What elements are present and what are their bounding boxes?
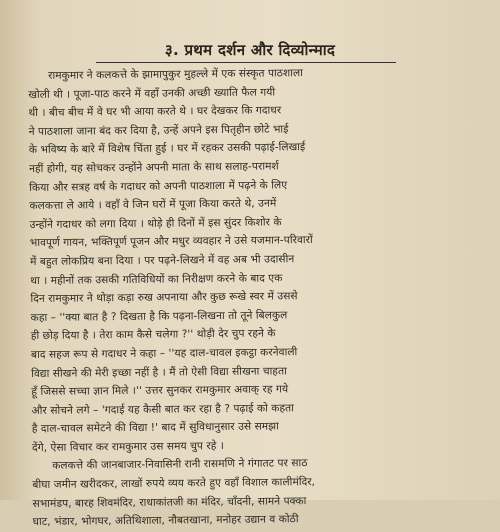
text-line: भावपूर्ण गायन, भक्तिपूर्ण पूजन और मधुर व्यवहार ने उसे यजमान-परिवारों <box>29 234 313 250</box>
text-line: के भविष्य के बारे में विशेष चिंता हुई । घर में रहकर उसकी पढ़ाई-लिखाई <box>28 141 306 157</box>
text-line: उन्होंने गदाधर को लगा दिया । थोड़े ही दिनों में इस सुंदर किशोर के <box>29 216 282 231</box>
text-line: बीघा जमीन खरीदकर, लाखों रुपये व्यय करते हुए वहाँ विशाल कालीमंदिर, <box>32 476 316 492</box>
text-line: कलकत्ता ले आये । वहाँ वे जिन घरों में पूजा किया करते थे, उनमें <box>29 197 277 213</box>
text-line: बाद सहज रूप से गदाधर ने कहा – ''यह दाल-चावल इकट्ठा करनेवाली <box>30 346 298 361</box>
paragraph-2 <box>32 453 485 532</box>
text-line: में बहुत लोकप्रिय बना दिया । पर पढ़ने-लिखने में वह अब भी उदासीन <box>29 253 295 268</box>
text-line: है दाल-चावल समेटने की विद्या !' बाद में सुविधानुसार उसे समझा <box>31 420 280 436</box>
text-line: कहा – ''क्या बात है ? दिखता है कि पढ़ना-लिखना तो तूने बिलकुल <box>30 309 288 324</box>
chapter-heading: ३. प्रथम दर्शन और दिव्योन्माद <box>164 41 336 59</box>
text-line: ने पाठशाला जाना बंद कर दिया है, उन्हें अपने इस पितृहीन छोटे भाई <box>28 123 289 138</box>
text-line: रामकुमार ने कलकत्ते के झामापुकुर मुहल्ले में एक संस्कृत पाठशाला <box>48 67 304 82</box>
text-line: विद्या सीखने की मेरी इच्छा नहीं है । मैं तो ऐसी विद्या सीखना चाहता <box>31 364 287 380</box>
paragraph-1 <box>28 62 484 457</box>
text-line: सभामंडप, बारह शिवमंदिर, राधाकांतजी का मंदिर, चाँदनी, सामने पक्का <box>32 494 307 510</box>
text-line: खोली थी । पूजा-पाठ करने में वहाँ उनकी अच्छी ख्याति फैल गयी <box>28 86 276 101</box>
text-line: घाट, भंडार, भोगघर, अतिथिशाला, नौबतखाना, मनोहर उद्यान व कोठी <box>32 513 299 529</box>
page-body <box>28 62 485 532</box>
text-line: किया और सत्रह वर्ष के गदाधर को अपनी पाठशाला में पढ़ने के लिए <box>29 178 288 194</box>
text-line: देंगे, ऐसा विचार कर रामकुमार उस समय चुप रहे । <box>31 439 224 454</box>
text-line: ही छोड़ दिया है । तेरा काम कैसे चलेगा ?'' थोड़ी देर चुप रहने के <box>30 327 276 343</box>
text-line: दिन रामकुमार ने थोड़ा कड़ा रुख अपनाया और कुछ रूखे स्वर में उससे <box>30 290 298 306</box>
text-line: थी । बीच बीच में वे घर भी आया करते थे । घर देखकर कि गदाधर <box>28 104 282 120</box>
text-line: और सोचने लगे – 'गदाई यह कैसी बात कर रहा है ? पढ़ाई को कहता <box>31 401 295 417</box>
text-line: था । महीनों तक उसकी गतिविधियों का निरीक्षण करने के बाद एक <box>30 271 283 287</box>
text-line: नहीं होगी, यह सोचकर उन्होंने अपनी माता के साथ सलाह-परामर्श <box>29 160 279 175</box>
text-line: कलकत्ते की जानबाजार-निवासिनी रानी रासमणि ने गंगातट पर साठ <box>52 457 308 473</box>
text-line: हूँ जिससे सच्चा ज्ञान मिले ।'' उत्तर सुनकर रामकुमार अवाक् रह गये <box>31 383 289 399</box>
